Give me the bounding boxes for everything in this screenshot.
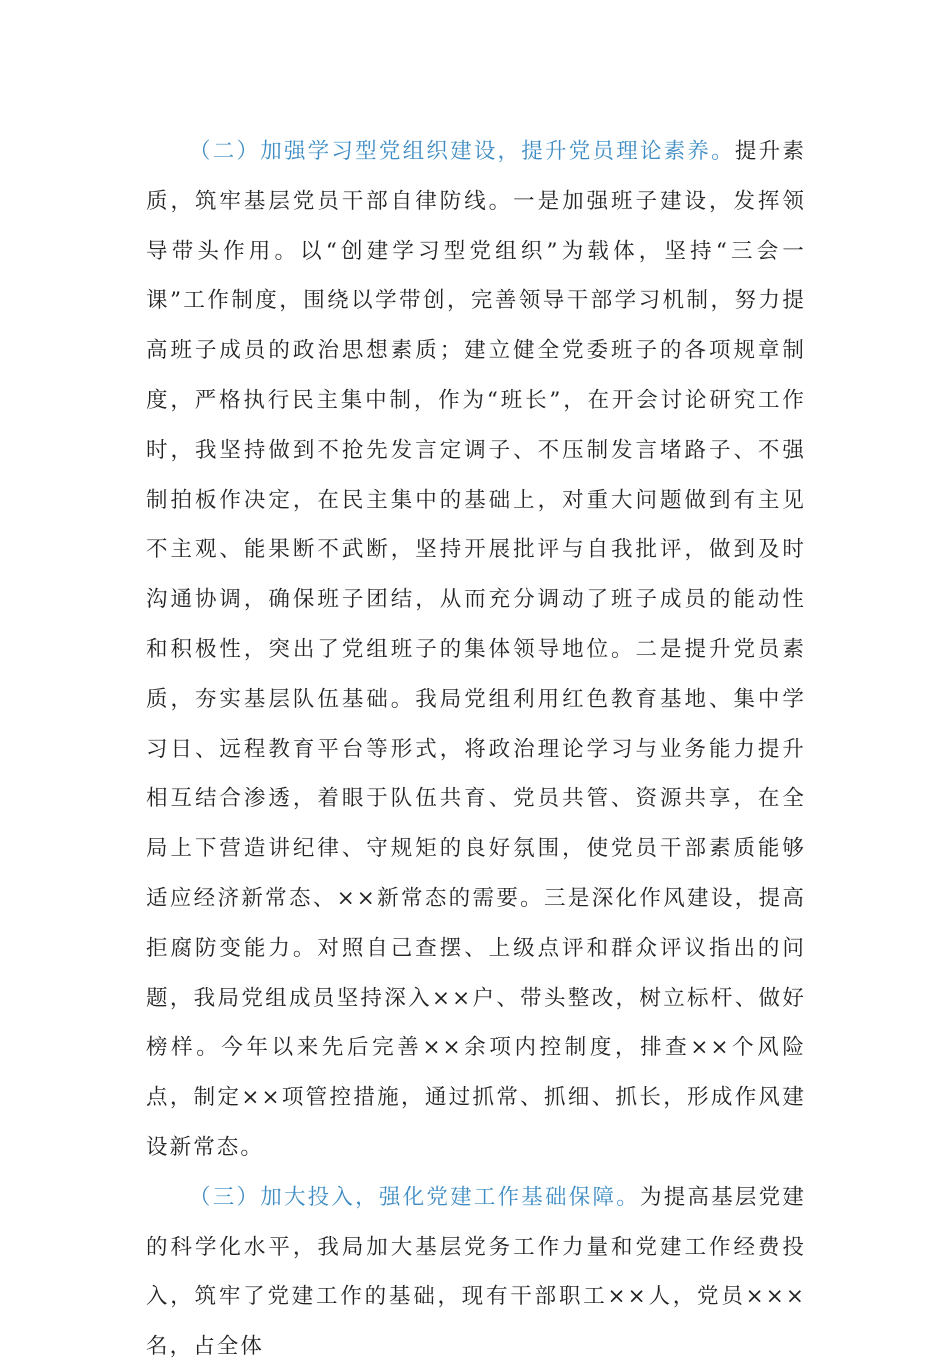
section-body-3: 为提高基层党建的科学化水平，我局加大基层党务工作力量和党建工作经费投入，筑牢了党建工作的基础，现有干部职工××人，党员×××名，占全体 [146,1184,806,1360]
document-body [146,127,806,1372]
paragraph-section-3 [146,1173,806,1372]
section-heading-2: （二）加强学习型党组织建设，提升党员理论素养。 [189,139,735,164]
section-body-2: 提升素质，筑牢基层党员干部自律防线。一是加强班子建设，发挥领导带头作用。以“创建学习型党组织”为载体，坚持“三会一课”工作制度，围绕以学带创，完善领导干部学习机制，努力提高班子成员的政治思想素质；建立健全党委班子的各项规章制度，严格执行民主集中制，作为“班长”，在开会讨论研究工作时，我坚持做到不抢先发言定调子、不压制发言堵路子、不强制拍板作决定，在民主集中的基础上，对重大问题做到有主见不主观、能果断不武断，坚持开展批评与自我批评，做到及时沟通协调，确保班子团结，从而充分调动了班子成员的能动性和积极性，突出了党组班子的集体领导地位。二是提升党员素质，夯实基层队伍基础。我局党组利用红色教育基地、集中学习日、远程教育平台等形式，将政治理论学习与业务能力提升相互结合渗透，着眼于队伍共育、党员共管、资源共享，在全局上下营造讲纪律、守规矩的良好氛围，使党员干部素质能够适应经济新常态、××新常态的需要。三是深化作风建设，提高拒腐防变能力。对照自己查摆、上级点评和群众评议指出的问题，我局党组成员坚持深入××户、带头整改，树立标杆、做好榜样。今年以来先后完善××余项内控制度，排查××个风险点，制定××项管控措施，通过抓常、抓细、抓长，形成作风建设新常态。 [146,139,806,1160]
paragraph-section-2 [146,127,806,1173]
section-heading-3: （三）加大投入，强化党建工作基础保障。 [189,1184,640,1210]
